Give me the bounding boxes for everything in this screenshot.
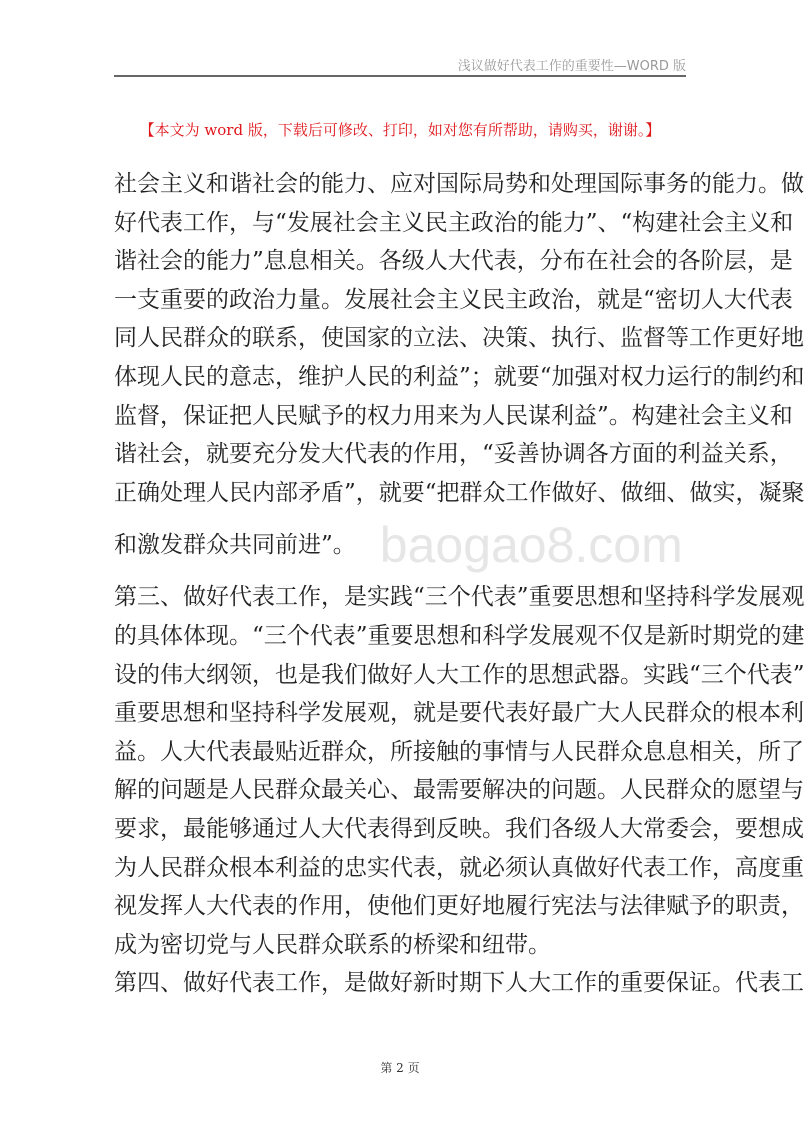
text-line: 社会主义和谐社会的能力、应对国际局势和处理国际事务的能力。做 (114, 171, 804, 197)
text-line: 设的伟大纲领，也是我们做好人大工作的思想武器。实践“三个代表” (114, 661, 805, 688)
text-line: 成为密切党与人民群众联系的桥梁和纽带。 (114, 931, 551, 958)
text-line: 视发挥人大代表的作用，使他们更好地履行宪法与法律赋予的职责， (114, 893, 804, 920)
text-line: 重要思想和坚持科学发展观，就是要代表好最广大人民群众的根本利 (114, 700, 804, 727)
text-line: 第三、做好代表工作，是实践“三个代表”重要思想和坚持科学发展观 (114, 584, 805, 611)
text-line: 第四、做好代表工作，是做好新时期下人大工作的重要保证。代表工 (114, 970, 804, 997)
text-line: 一支重要的政治力量。发展社会主义民主政治，就是“密切人大代表 (114, 286, 793, 313)
page-number: 第 2 页 (380, 1061, 420, 1075)
text-line: 监督，保证把人民赋予的权力用来为人民谋利益”。构建社会主义和 (114, 402, 793, 429)
text-line: 和激发群众共同前进”。 (114, 532, 356, 559)
text-line: 谐社会，就要充分发大代表的作用，“妥善协调各方面的利益关系， (114, 441, 793, 468)
paragraph (114, 578, 805, 964)
last-line-row (114, 512, 686, 578)
purchase-notice: 【本文为 word 版，下载后可修改、打印，如对您有所帮助，请购买，谢谢。】 (139, 121, 661, 139)
text-line: 益。人大代表最贴近群众，所接触的事情与人民群众息息相关，所了 (114, 738, 804, 765)
text-line: 要求，最能够通过人大代表得到反映。我们各级人大常委会，要想成 (114, 815, 804, 842)
text-line: 正确处理人民内部矛盾”，就要“把群众工作做好、做细、做实，凝聚 (114, 479, 805, 506)
text-line: 体现人民的意志，维护人民的利益”；就要“加强对权力运行的制约和 (114, 363, 805, 390)
text-line: 谐社会的能力”息息相关。各级人大代表，分布在社会的各阶层，是 (114, 248, 793, 275)
document-body (114, 165, 805, 1003)
text-line: 好代表工作，与“发展社会主义民主政治的能力”、“构建社会主义和 (114, 209, 794, 236)
watermark: baogao8.com (379, 517, 683, 574)
paragraph (114, 964, 804, 1003)
running-header: 浅议做好代表工作的重要性—WORD 版 (457, 59, 686, 74)
text-line: 为人民群众根本利益的忠实代表，就必须认真做好代表工作，高度重 (114, 854, 804, 881)
paragraph (114, 165, 805, 578)
text-line: 的具体体现。“三个代表”重要思想和科学发展观不仅是新时期党的建 (114, 622, 805, 649)
header-divider (114, 75, 686, 77)
text-line: 同人民群众的联系，使国家的立法、决策、执行、监督等工作更好地 (114, 325, 804, 352)
text-line: 解的问题是人民群众最关心、最需要解决的问题。人民群众的愿望与 (114, 777, 804, 804)
